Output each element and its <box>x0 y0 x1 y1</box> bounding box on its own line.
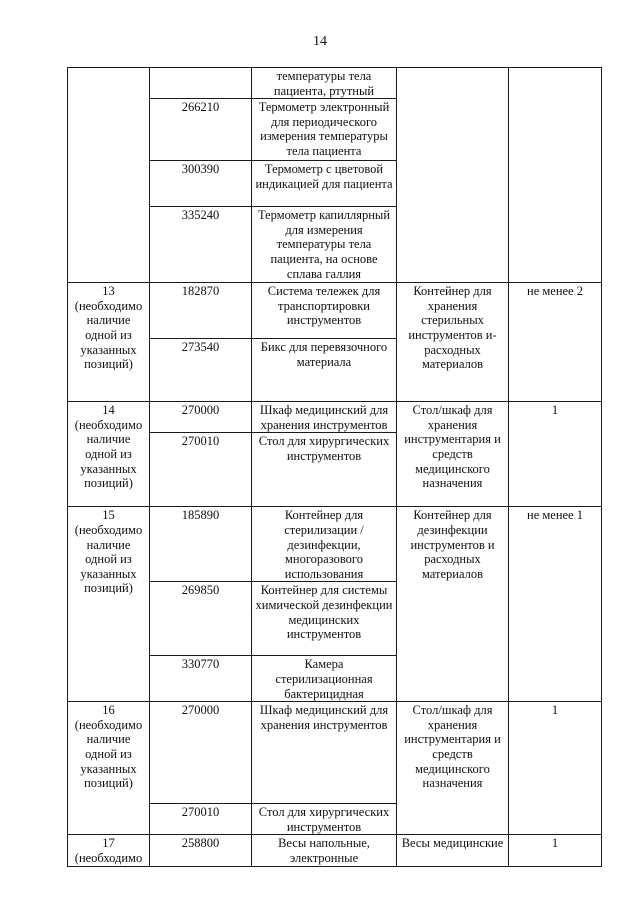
code-cell: 270000 <box>150 402 252 433</box>
group-cell: 16 (необходимо наличие одной из указанных позиций) <box>68 702 150 835</box>
count-cell: 1 <box>509 402 602 507</box>
code-cell: 273540 <box>150 339 252 402</box>
code-cell: 270010 <box>150 433 252 507</box>
group-cell: 13 (необходимо наличие одной из указанных позиций) <box>68 283 150 402</box>
name-cell: Шкаф медицинский для хранения инструментов <box>252 702 397 804</box>
count-cell: 1 <box>509 702 602 835</box>
code-cell: 269850 <box>150 582 252 656</box>
code-cell: 270010 <box>150 804 252 835</box>
category-cell: Контейнер для дезинфекции инструментов и расходных материалов <box>397 507 509 702</box>
group-cell <box>68 68 150 283</box>
page-number: 14 <box>313 34 327 49</box>
count-cell: не менее 2 <box>509 283 602 402</box>
code-cell: 300390 <box>150 161 252 207</box>
table-row <box>68 283 602 339</box>
name-cell: Бикс для перевязочного материала <box>252 339 397 402</box>
code-cell: 270000 <box>150 702 252 804</box>
name-cell: Стол для хирургических инструментов <box>252 433 397 507</box>
name-cell: Система тележек для транспортировки инструментов <box>252 283 397 339</box>
category-cell: Контейнер для хранения стерильных инструментов и-расходных материалов <box>397 283 509 402</box>
name-cell: Контейнер для системы химической дезинфекции медицинских инструментов <box>252 582 397 656</box>
code-cell: 182870 <box>150 283 252 339</box>
code-cell <box>150 68 252 99</box>
code-cell: 266210 <box>150 99 252 161</box>
table-row <box>68 835 602 866</box>
name-cell: Термометр капиллярный для измерения температуры тела пациента, на основе сплава галлия <box>252 207 397 283</box>
count-cell: не менее 1 <box>509 507 602 702</box>
name-cell: Термометр с цветовой индикацией для пациента <box>252 161 397 207</box>
count-cell: 1 <box>509 835 602 866</box>
group-cell: 17 (необходимо <box>68 835 150 866</box>
name-cell: температуры тела пациента, ртутный <box>252 68 397 99</box>
equipment-table <box>67 67 602 867</box>
code-cell: 335240 <box>150 207 252 283</box>
category-cell: Стол/шкаф для хранения инструментария и средств медицинского назначения <box>397 402 509 507</box>
code-cell: 330770 <box>150 656 252 702</box>
group-cell: 14 (необходимо наличие одной из указанных позиций) <box>68 402 150 507</box>
group-cell: 15 (необходимо наличие одной из указанных позиций) <box>68 507 150 702</box>
code-cell: 258800 <box>150 835 252 866</box>
name-cell: Контейнер для стерилизации /дезинфекции, многоразового использования <box>252 507 397 582</box>
name-cell: Камера стерилизационная бактерицидная <box>252 656 397 702</box>
name-cell: Шкаф медицинский для хранения инструментов <box>252 402 397 433</box>
name-cell: Стол для хирургических инструментов <box>252 804 397 835</box>
table-row <box>68 702 602 804</box>
category-cell: Стол/шкаф для хранения инструментария и средств медицинского назначения <box>397 702 509 835</box>
category-cell <box>397 68 509 283</box>
table-row <box>68 402 602 433</box>
table-row <box>68 507 602 582</box>
table-row <box>68 68 602 99</box>
count-cell <box>509 68 602 283</box>
name-cell: Весы напольные, электронные <box>252 835 397 866</box>
code-cell: 185890 <box>150 507 252 582</box>
name-cell: Термометр электронный для периодического измерения температуры тела пациента <box>252 99 397 161</box>
category-cell: Весы медицинские <box>397 835 509 866</box>
